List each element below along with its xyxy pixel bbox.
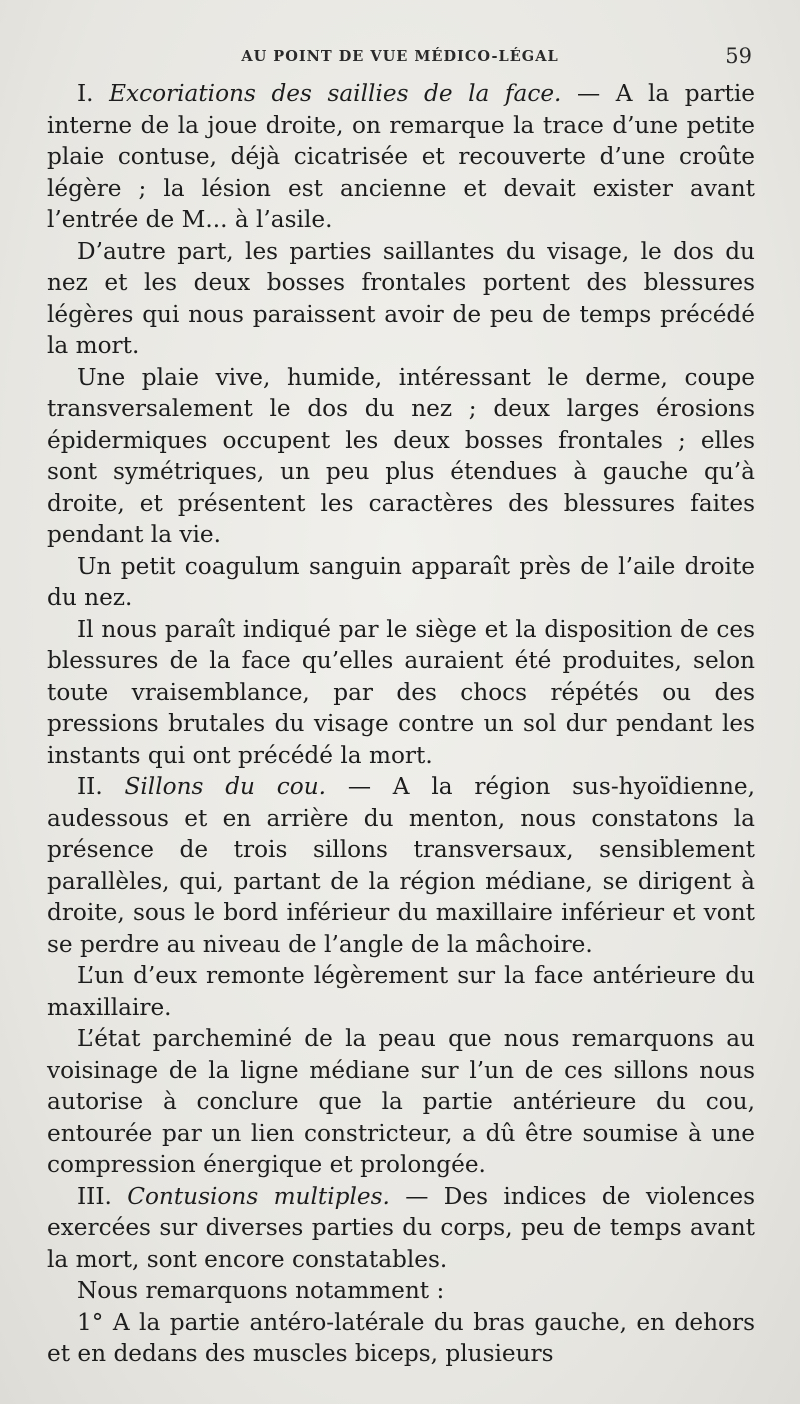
paragraph: Nous remarquons notamment : [77,1277,445,1304]
section-number: III. [77,1182,112,1210]
section-number: II. [77,773,103,800]
paragraph-contusions [47,1181,755,1276]
paragraph-excoriations [47,78,755,236]
paragraph: Un petit coagulum sanguin apparaît près de l’aile droite du nez. [47,552,755,611]
paragraph: L’état parcheminé de la peau que nous remarquons au voisinage de la ligne médiane sur l’un de ces sillons nous autorise à conclure que la partie antérieure du cou, entourée par un lien constricteur, a dû être soumise à une compression énergique et prolongée. [47,1025,755,1178]
paragraph-text: — A la partie interne de la joue droite, on remarque la trace d’une petite plaie contuse, déjà cicatrisée et recouverte d’une croûte légère ; la lésion est ancienne et devait exister avant l’entrée de M... à l’asile. [47,80,756,233]
running-head [48,46,752,70]
section-heading: Contusions multiples. [127,1182,390,1210]
paragraph: D’autre part, les parties saillantes du visage, le dos du nez et les deux bosses frontales portent des blessures légères qui nous paraissent avoir de peu de temps précédé la mort. [47,237,755,359]
running-title: AU POINT DE VUE MÉDICO-LÉGAL [241,48,559,65]
section-number: I. [77,80,94,107]
paragraph-sillons [47,771,755,960]
body-text [47,78,755,1370]
paragraph: Une plaie vive, humide, intéressant le derme, coupe transversalement le dos du nez ; deux larges érosions épidermiques occupent les deux bosses frontales ; elles sont symétriques, un peu plus étendues à gauche qu’à droite, et présentent les caractères des blessures faites pendant la vie. [47,363,755,548]
paragraph: Il nous paraît indiqué par le siège et la disposition de ces blessures de la face qu’elles auraient été produites, selon toute vraisemblance, par des chocs répétés ou des pressions brutales du visage contre un sol dur pendant les instants qui ont précédé la mort. [47,615,755,769]
paragraph-text: — A la région sus-hyoïdienne, audessous et en arrière du menton, nous constatons la présence de trois sillons transversaux, sensiblement parallèles, qui, partant de la région médiane, se dirigent à droite, sous le bord inférieur du maxillaire inférieur et vont se perdre au niveau de l’angle de la mâchoire. [47,773,756,958]
paragraph: L’un d’eux remonte légèrement sur la face antérieure du maxillaire. [47,962,755,1021]
paragraph-text: — Des indices de violences exercées sur diverses parties du corps, peu de temps avant la mort, sont encore constatables. [47,1182,755,1273]
paragraph: 1° A la partie antéro-latérale du bras gauche, en dehors et en dedans des muscles biceps, plusieurs [47,1308,755,1367]
page-number: 59 [725,44,752,68]
section-heading: Sillons du cou. [124,773,327,800]
section-heading: Excoriations des saillies de la face. [109,80,562,107]
